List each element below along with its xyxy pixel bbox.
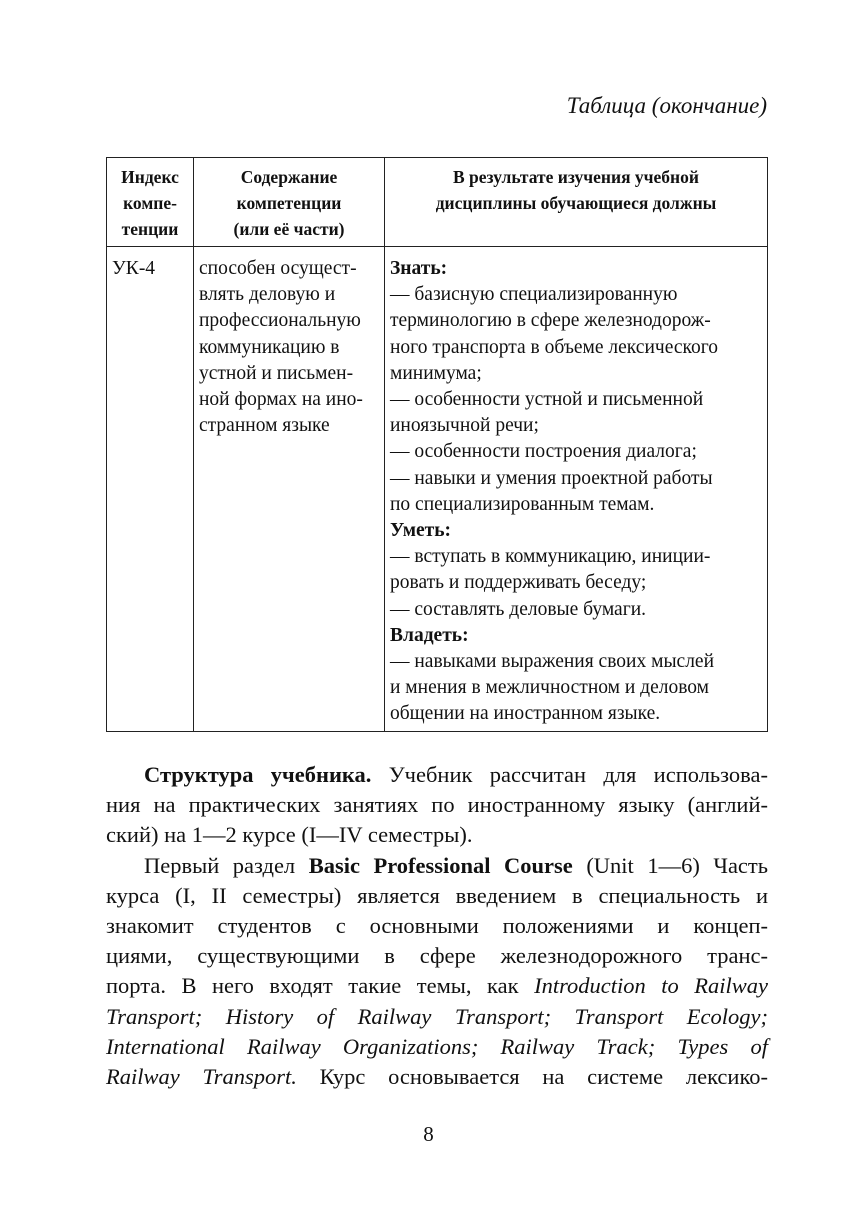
outcome-line: — составлять деловые бумаги.: [390, 598, 647, 620]
outcome-line: минимума;: [390, 362, 482, 384]
outcome-line: общении на иностранном языке.: [390, 703, 661, 725]
outcome-line: ного транспорта в объеме лексического: [390, 336, 718, 358]
outcome-heading: Владеть:: [390, 624, 469, 646]
content-line: профессиональную: [199, 310, 361, 332]
header-competence-content: Содержание компетенции (или её части): [194, 158, 385, 247]
text-line: циями, существующими в сфере железнодорожного транс-: [106, 943, 768, 969]
paragraph-first-section: [106, 851, 768, 1093]
table-row: [107, 247, 768, 732]
outcome-line: — особенности построения диалога;: [390, 441, 697, 463]
outcome-line: — базисную специализированную: [390, 284, 678, 306]
text-line: ния на практических занятиях по иностранному языку (англий-: [106, 792, 768, 818]
text-line: Первый раздел Basic Professional Course (Unit 1—6) Часть: [144, 852, 769, 878]
content-line: коммуникацию в: [199, 336, 340, 358]
text-line: Структура учебника. Учебник рассчитан для использова-: [144, 762, 768, 787]
competence-table: [106, 157, 768, 732]
outcome-line: и мнения в межличностном и деловом: [390, 677, 710, 699]
outcome-line: по специализированным темам.: [390, 493, 655, 515]
content-line: странном языке: [199, 415, 330, 437]
content-line: ной формах на ино-: [199, 389, 363, 411]
cell-outcomes: [385, 247, 768, 732]
body-text: [106, 760, 768, 1092]
text-line: ский) на 1—2 курсе (I—IV семестры).: [106, 822, 473, 848]
lead-term: Структура учебника.: [144, 762, 372, 787]
topic-list: International Railway Organizations; Railway Track; Types of: [106, 1033, 768, 1059]
cell-index: УК-4: [107, 247, 194, 732]
outcome-line: — навыками выражения своих мыслей: [390, 651, 715, 673]
content-line: влять деловую и: [199, 284, 336, 306]
text-line: Railway Transport. Курс основывается на системе лексико-: [106, 1064, 768, 1090]
cell-content: [194, 247, 385, 732]
topic-list: Introduction to Railway: [534, 973, 769, 999]
outcome-line: — особенности устной и письменной: [390, 389, 704, 411]
text-line: курса (I, II семестры) является введением в специальность и: [106, 882, 768, 908]
outcome-heading: Уметь:: [390, 520, 452, 542]
header-competence-index: Индекс компе- тенции: [107, 158, 194, 247]
table-header-row: [107, 158, 768, 247]
content-line: устной и письмен-: [199, 362, 354, 384]
outcome-line: — навыки и умения проектной работы: [390, 467, 713, 489]
table-caption: Таблица (окончание): [566, 93, 767, 118]
header-learning-outcomes: В результате изучения учебной дисциплины обучающиеся должны: [385, 158, 768, 247]
outcome-line: терминологию в сфере железнодорож-: [390, 310, 711, 332]
topic-list: Transport; History of Railway Transport; Transport Ecology;: [106, 1003, 768, 1029]
course-name: Basic Professional Course: [308, 852, 573, 878]
outcome-line: иноязычной речи;: [390, 415, 539, 437]
paragraph-structure: [106, 760, 768, 851]
outcome-line: ровать и поддерживать беседу;: [390, 572, 647, 594]
outcome-line: — вступать в коммуникацию, иниции-: [390, 546, 711, 568]
outcome-heading: Знать:: [390, 258, 448, 279]
text-line: знакомит студентов с основными положениями и концеп-: [106, 913, 768, 939]
content-line: способен осущест-: [199, 258, 357, 279]
page-number: 8: [423, 1122, 434, 1146]
text-line: порта. В него входят такие темы, как Introduction to Railway: [106, 973, 769, 999]
topic-list: Railway Transport.: [106, 1064, 297, 1090]
